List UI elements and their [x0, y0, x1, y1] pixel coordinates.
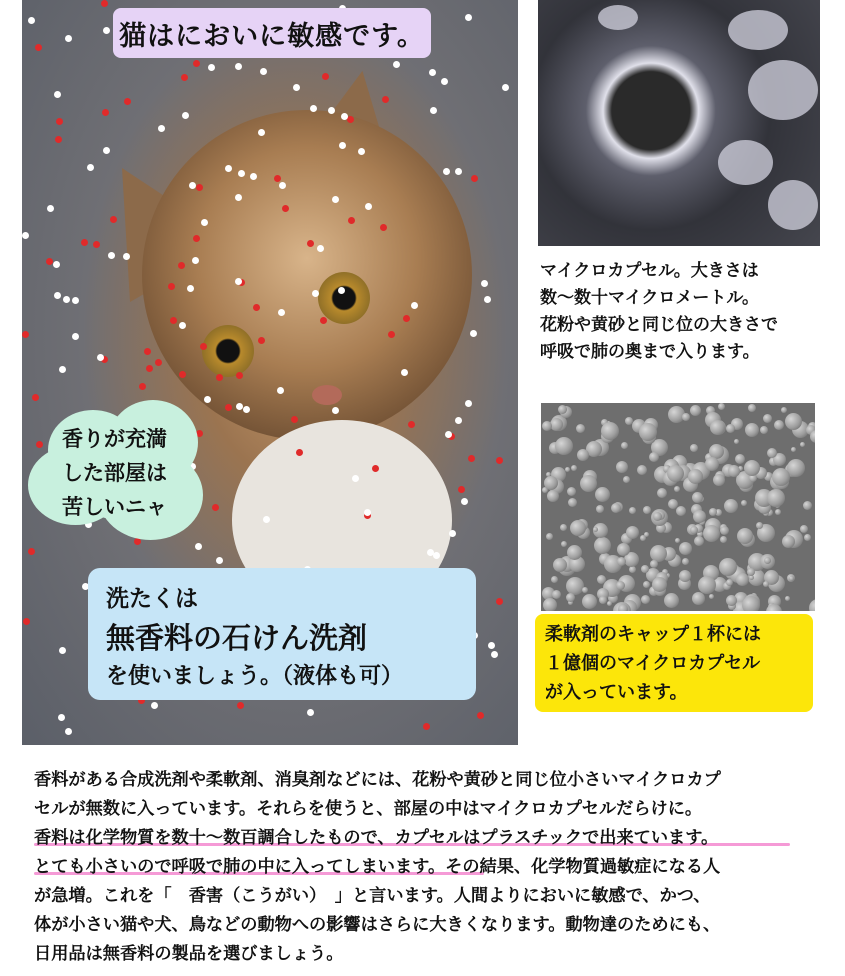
body-line: 香料は化学物質を数十〜数百調合したもので、カプセルはプラスチックで出来ています。: [34, 828, 719, 848]
scent-dot: [320, 317, 327, 324]
capsule-sphere: [809, 599, 815, 611]
scent-dot: [279, 182, 286, 189]
capsule-sphere: [804, 534, 811, 541]
capsule-sphere: [571, 465, 577, 471]
scent-dot: [179, 371, 186, 378]
scent-dot: [155, 359, 162, 366]
wash-advice-line1: 洗たくは: [106, 586, 198, 612]
capsule-sphere: [577, 449, 589, 461]
scent-dot: [28, 17, 35, 24]
body-line: 日用品は無香料の製品を選びましょう。: [34, 944, 344, 964]
capsule-sphere: [551, 576, 558, 583]
cat-eye-left: [202, 325, 254, 377]
scent-dot: [193, 60, 200, 67]
scent-dot: [403, 315, 410, 322]
capsule-sphere: [594, 537, 611, 554]
scent-dot: [293, 84, 300, 91]
caption-line: 数〜数十マイクロメートル。: [540, 288, 759, 308]
capsule-sphere: [667, 465, 684, 482]
scent-dot: [59, 366, 66, 373]
scent-dot: [208, 64, 215, 71]
scent-dot: [258, 129, 265, 136]
scent-dot: [401, 369, 408, 376]
capsule-sphere: [709, 508, 717, 516]
capsule-sphere: [705, 457, 719, 471]
capsule-sphere: [653, 512, 662, 521]
capsule-sphere: [552, 590, 561, 599]
scent-dot: [235, 63, 242, 70]
scent-dot: [455, 417, 462, 424]
scent-dot: [201, 219, 208, 226]
capsule-sphere: [785, 596, 790, 601]
scent-dot: [55, 136, 62, 143]
scent-dot: [97, 354, 104, 361]
scent-dot: [348, 217, 355, 224]
scent-dot: [151, 702, 158, 709]
capsule-sphere: [698, 576, 716, 594]
capsule-sphere: [709, 594, 714, 599]
capsule-sphere: [567, 545, 582, 560]
scent-dot: [484, 296, 491, 303]
capsule-sphere: [756, 522, 763, 529]
cat-nose: [312, 385, 342, 405]
capsule-sphere: [626, 526, 639, 539]
scent-dot: [502, 84, 509, 91]
scent-dot: [53, 261, 60, 268]
headline: 猫はにおいに敏感です。: [113, 8, 431, 58]
scent-dot: [103, 147, 110, 154]
scent-dot: [212, 504, 219, 511]
caption-line: マイクロカプセル。大きさは: [540, 261, 759, 281]
capsule-sphere: [710, 420, 725, 435]
capsule-sphere: [625, 417, 633, 425]
capsule-sphere: [644, 532, 649, 537]
capsule-sphere: [596, 505, 604, 513]
capsule-sphere: [560, 524, 567, 531]
scent-dot: [195, 543, 202, 550]
capsule-sphere: [650, 560, 658, 568]
capsule-sphere: [737, 528, 753, 544]
scent-dot: [72, 297, 79, 304]
capsule-sphere: [748, 404, 756, 412]
scent-dot: [338, 287, 345, 294]
scent-dot: [282, 205, 289, 212]
scent-dot: [347, 116, 354, 123]
caption-line: 花粉や黄砂と同じ位の大きさで: [540, 315, 778, 335]
scent-dot: [54, 91, 61, 98]
capsule-sphere: [713, 474, 725, 486]
scent-dot: [58, 714, 65, 721]
scent-dot: [382, 96, 389, 103]
capsule-sphere: [542, 421, 552, 431]
scent-dot: [470, 330, 477, 337]
capsule-sphere: [772, 468, 790, 486]
scent-dot: [103, 27, 110, 34]
scent-dot: [192, 257, 199, 264]
capsule-sphere: [764, 557, 771, 564]
capsule-sphere: [767, 489, 785, 507]
capsule-sphere: [763, 581, 769, 587]
capsule-sphere: [800, 525, 808, 533]
scent-dot: [352, 475, 359, 482]
scent-dot: [393, 61, 400, 68]
capsule-sphere: [719, 558, 737, 576]
capsule-sphere: [637, 465, 647, 475]
scent-dot: [328, 107, 335, 114]
softener-info-line: が入っています。: [545, 682, 688, 703]
capsule-sphere: [690, 526, 698, 534]
scent-dot: [63, 296, 70, 303]
capsule-sphere: [679, 542, 692, 555]
cat-speech-line: 香りが充満: [62, 427, 167, 451]
scent-dot: [496, 457, 503, 464]
caption-line: 呼吸で肺の奥まで入ります。: [540, 342, 760, 362]
capsule-sphere: [629, 566, 636, 573]
scent-dot: [236, 372, 243, 379]
capsule-sphere: [775, 509, 781, 515]
scent-dot: [87, 164, 94, 171]
scent-dot: [332, 407, 339, 414]
scent-dot: [181, 74, 188, 81]
scent-dot: [187, 285, 194, 292]
scent-dot: [317, 245, 324, 252]
scent-dot: [23, 618, 30, 625]
capsule-sphere: [767, 448, 777, 458]
body-paragraph: [34, 766, 824, 969]
capsule-sphere: [726, 424, 735, 433]
capsule-sphere: [803, 501, 812, 510]
scent-dot: [322, 73, 329, 80]
scent-dot: [196, 184, 203, 191]
cat-speech-line: 苦しいニャ: [62, 495, 167, 519]
scent-dot: [427, 549, 434, 556]
scent-dot: [189, 182, 196, 189]
capsule-sphere: [582, 587, 588, 593]
scent-dot: [123, 253, 130, 260]
scent-dot: [443, 168, 450, 175]
capsule-sphere: [546, 533, 553, 540]
cat-speech-text: [62, 422, 192, 524]
capsule-sphere: [618, 604, 628, 611]
capsule-sphere: [668, 499, 678, 509]
scent-dot: [65, 35, 72, 42]
capsule-micrograph: [541, 403, 815, 611]
scent-dot: [81, 239, 88, 246]
softener-info-line: １億個のマイクロカプセル: [545, 653, 761, 674]
capsule-sphere: [763, 414, 772, 423]
scent-dot: [372, 465, 379, 472]
softener-info-text: [545, 620, 815, 707]
scent-dot: [274, 175, 281, 182]
scent-dot: [365, 203, 372, 210]
scent-dot: [200, 343, 207, 350]
capsule-sphere: [639, 423, 657, 441]
scent-dot: [380, 224, 387, 231]
scent-dot: [260, 68, 267, 75]
scent-dot: [465, 14, 472, 21]
scent-dot: [332, 196, 339, 203]
scent-dot: [310, 105, 317, 112]
cat-eye-right: [318, 272, 370, 324]
capsule-sphere: [565, 467, 570, 472]
cat-head: [142, 110, 472, 440]
scent-dot: [72, 333, 79, 340]
capsule-sphere: [782, 535, 795, 548]
capsule-sphere: [720, 526, 729, 535]
capsule-sphere: [652, 577, 667, 592]
capsule-sphere: [643, 581, 650, 588]
capsule-sphere: [641, 565, 649, 573]
scent-dot: [278, 309, 285, 316]
scent-dot: [235, 194, 242, 201]
capsule-sphere: [735, 454, 745, 464]
capsule-sphere: [629, 507, 636, 514]
scent-dot: [158, 125, 165, 132]
scent-dot: [146, 365, 153, 372]
scent-dot: [102, 109, 109, 116]
capsule-sphere: [726, 595, 737, 606]
scent-dot: [236, 403, 243, 410]
capsule-sphere: [742, 596, 760, 611]
scent-dot: [59, 647, 66, 654]
capsule-sphere: [745, 423, 759, 437]
capsule-sphere: [567, 487, 576, 496]
capsule-sphere: [561, 541, 567, 547]
scent-dot: [144, 348, 151, 355]
capsule-sphere: [568, 498, 577, 507]
scent-dot: [35, 44, 42, 51]
scent-dot: [430, 107, 437, 114]
scent-dot: [28, 548, 35, 555]
softener-info-line: 柔軟剤のキャップ１杯には: [545, 624, 761, 645]
capsule-sphere: [781, 407, 787, 413]
capsule-sphere: [736, 573, 749, 586]
scent-dot: [108, 252, 115, 259]
capsule-sphere: [690, 444, 698, 452]
scent-dot: [296, 449, 303, 456]
capsule-sphere: [744, 460, 760, 476]
capsule-sphere: [693, 510, 706, 523]
scent-dot: [225, 404, 232, 411]
scent-dot: [423, 723, 430, 730]
scent-dot: [56, 118, 63, 125]
cat-speech-line: した部屋は: [62, 461, 167, 485]
capsule-sphere: [607, 601, 612, 606]
scent-dot: [54, 292, 61, 299]
capsule-sphere: [641, 595, 650, 604]
scent-dot: [468, 455, 475, 462]
capsule-sphere: [617, 543, 630, 556]
wash-advice-line3: を使いましょう。（液体も可）: [106, 664, 404, 689]
capsule-sphere: [643, 506, 651, 514]
capsule-sphere: [682, 558, 689, 565]
scent-dot: [445, 431, 452, 438]
wash-advice-line2: 無香料の石けん洗剤: [106, 621, 368, 655]
scent-dot: [263, 516, 270, 523]
capsule-sphere: [810, 430, 815, 443]
capsule-sphere: [616, 461, 628, 473]
capsule-sphere: [617, 557, 626, 566]
scent-dot: [216, 557, 223, 564]
capsule-sphere: [555, 437, 573, 455]
capsule-sphere: [649, 452, 659, 462]
capsule-sphere: [599, 596, 607, 604]
scent-dot: [458, 486, 465, 493]
capsule-sphere: [741, 500, 747, 506]
scent-dot: [253, 304, 260, 311]
capsule-sphere: [558, 405, 567, 414]
scent-dot: [441, 78, 448, 85]
body-line: 体が小さい猫や犬、鳥などの動物への影響はさらに大きくなります。動物達のためにも、: [34, 915, 721, 935]
capsule-sphere: [553, 558, 567, 572]
scent-dot: [243, 406, 250, 413]
scent-dot: [47, 205, 54, 212]
capsule-sphere: [728, 465, 740, 477]
capsule-sphere: [623, 476, 630, 483]
capsule-sphere: [675, 538, 680, 543]
capsule-sphere: [593, 527, 598, 532]
capsule-sphere: [791, 447, 796, 452]
capsule-sphere: [734, 439, 739, 444]
scent-dot: [250, 173, 257, 180]
microcapsule-photo: [538, 0, 820, 246]
capsule-sphere: [570, 520, 586, 536]
scent-dot: [65, 728, 72, 735]
body-line: セルが無数に入っています。それらを使うと、部屋の中はマイクロカプセルだらけに。: [34, 799, 703, 819]
capsule-sphere: [747, 568, 755, 576]
scent-dot: [93, 241, 100, 248]
scent-dot: [170, 317, 177, 324]
scent-dot: [182, 112, 189, 119]
scent-dot: [481, 280, 488, 287]
capsule-sphere: [692, 492, 703, 503]
scent-dot: [168, 283, 175, 290]
capsule-sphere: [580, 475, 597, 492]
capsule-sphere: [688, 469, 703, 484]
scent-dot: [465, 400, 472, 407]
capsule-sphere: [566, 593, 575, 602]
scent-dot: [477, 712, 484, 719]
capsule-sphere: [601, 422, 619, 440]
scent-dot: [429, 69, 436, 76]
scent-dot: [178, 262, 185, 269]
scent-dot: [411, 302, 418, 309]
capsule-sphere: [544, 476, 558, 490]
scent-dot: [110, 216, 117, 223]
capsule-sphere: [692, 592, 705, 605]
scent-dot: [216, 374, 223, 381]
capsule-sphere: [724, 499, 738, 513]
scent-dot: [388, 331, 395, 338]
scent-dot: [46, 258, 53, 265]
capsule-sphere: [726, 579, 733, 586]
capsule-sphere: [679, 570, 691, 582]
scent-dot: [433, 552, 440, 559]
scent-dot: [258, 337, 265, 344]
capsule-sphere: [595, 487, 610, 502]
capsule-sphere: [621, 442, 628, 449]
scent-dot: [496, 598, 503, 605]
capsule-sphere: [611, 503, 621, 513]
scent-dot: [341, 113, 348, 120]
scent-dot: [237, 702, 244, 709]
scent-dot: [101, 0, 108, 7]
scent-dot: [235, 278, 242, 285]
scent-dot: [364, 509, 371, 516]
scent-dot: [22, 331, 29, 338]
capsule-sphere: [543, 598, 557, 611]
capsule-sphere: [576, 424, 585, 433]
scent-dot: [455, 168, 462, 175]
body-line: が急増。これを「 香害（こうがい） 」と言います。人間よりにおいに敏感で、かつ、: [34, 886, 711, 906]
capsule-sphere: [789, 576, 794, 581]
capsule-sphere: [800, 442, 805, 447]
scent-dot: [312, 290, 319, 297]
microcapsule-caption: [540, 258, 830, 366]
scent-dot: [491, 651, 498, 658]
capsule-sphere: [690, 405, 701, 416]
scent-dot: [124, 98, 131, 105]
scent-dot: [291, 416, 298, 423]
capsule-sphere: [718, 403, 725, 410]
scent-dot: [22, 232, 29, 239]
scent-dot: [238, 170, 245, 177]
capsule-sphere: [547, 490, 559, 502]
scent-dot: [471, 175, 478, 182]
scent-dot: [225, 165, 232, 172]
capsule-sphere: [703, 525, 720, 542]
body-line: 香料がある合成洗剤や柔軟剤、消臭剤などには、花粉や黄砂と同じ位小さいマイクロカプ: [34, 770, 721, 790]
capsule-sphere: [774, 420, 784, 430]
capsule-sphere: [720, 536, 727, 543]
capsule-sphere: [657, 488, 667, 498]
scent-dot: [307, 709, 314, 716]
scent-dot: [488, 642, 495, 649]
capsule-sphere: [785, 413, 802, 430]
capsule-sphere: [582, 594, 597, 609]
scent-dot: [461, 498, 468, 505]
capsule-sphere: [682, 413, 690, 421]
capsule-sphere: [760, 426, 768, 434]
body-line: とても小さいので呼吸で肺の中に入ってしまいます。その結果、化学物質過敏症になる人: [34, 857, 721, 877]
scent-dot: [193, 235, 200, 242]
capsule-sphere: [676, 506, 686, 516]
capsule-sphere: [616, 581, 625, 590]
scent-dot: [277, 387, 284, 394]
capsule-sphere: [674, 486, 680, 492]
scent-dot: [339, 142, 346, 149]
scent-dot: [139, 383, 146, 390]
scent-dot: [179, 322, 186, 329]
scent-dot: [358, 148, 365, 155]
capsule-sphere: [694, 536, 704, 546]
scent-dot: [449, 530, 456, 537]
capsule-sphere: [664, 593, 679, 608]
scent-dot: [408, 421, 415, 428]
scent-dot: [307, 240, 314, 247]
